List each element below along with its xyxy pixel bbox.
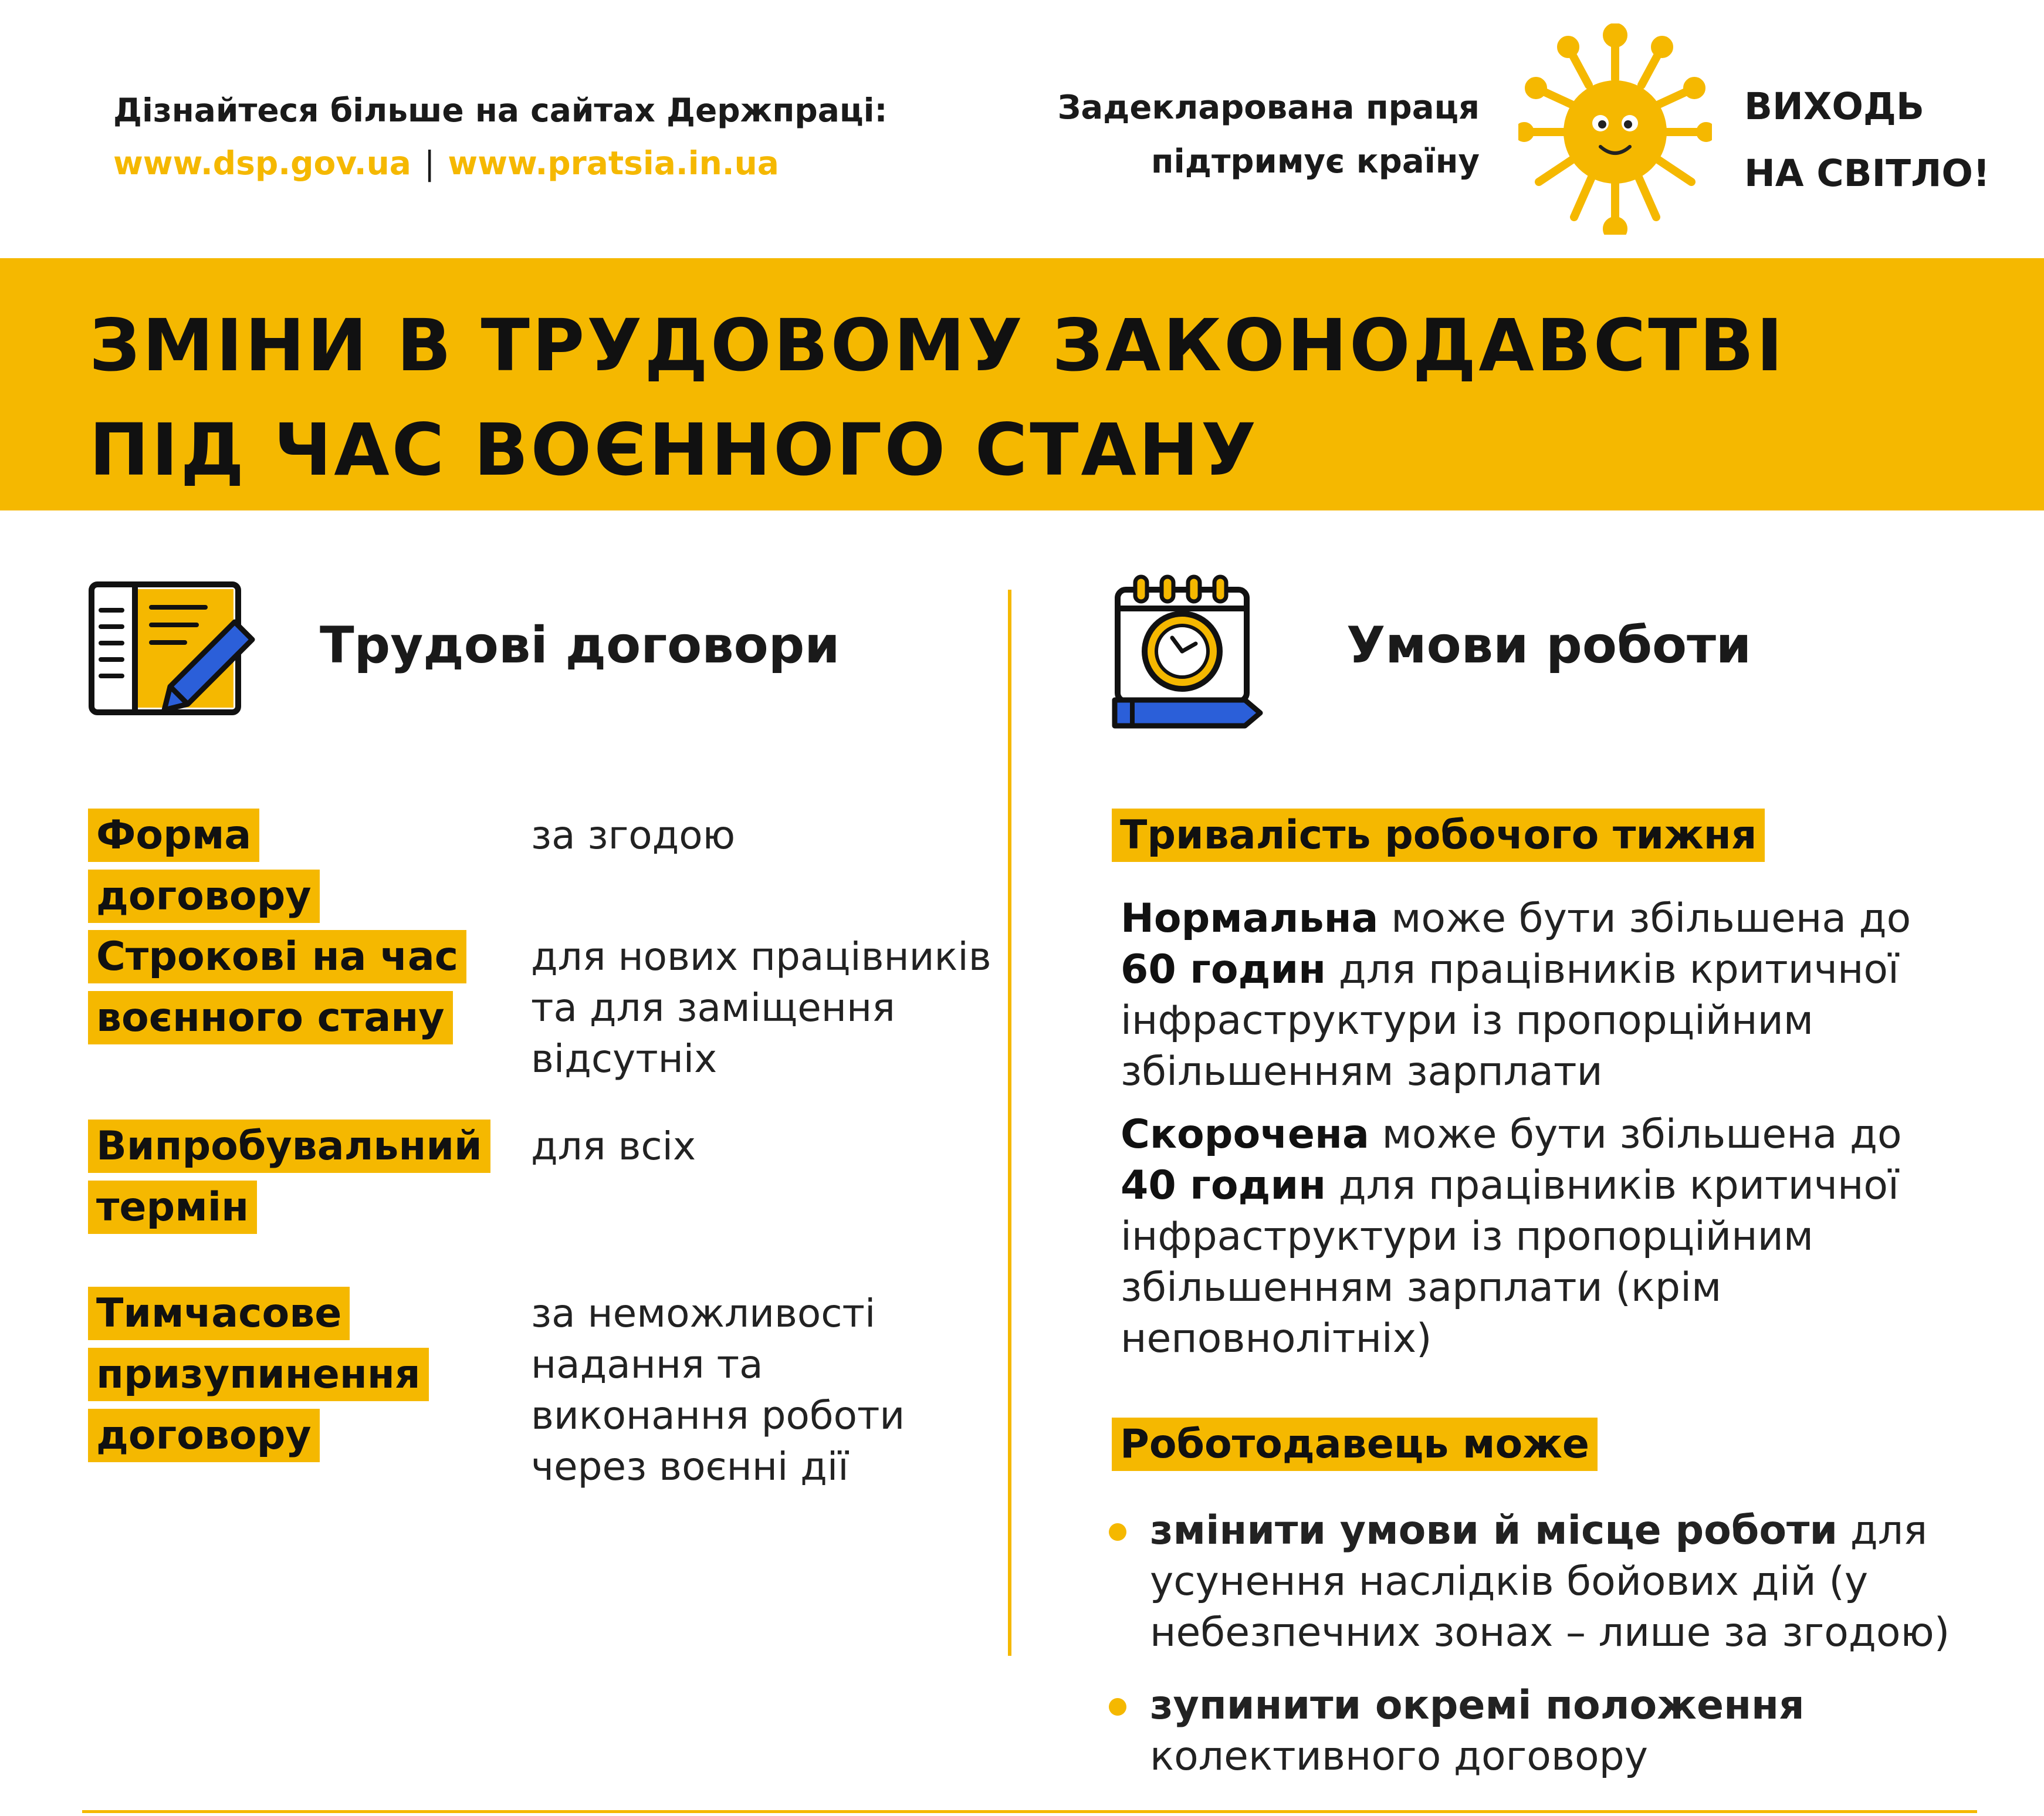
calendar-clock-icon <box>1109 572 1264 731</box>
employer-bullet: змінити умови й місце роботи для усунення наслідків бойових дій (у небезпечних зонах – лише за згодою) <box>1150 1507 1950 1656</box>
slogan-line-2: НА СВІТЛО! <box>1744 152 1990 195</box>
contract-row-value: для нових працівників та для заміщення відсутніх <box>531 934 991 1081</box>
link-separator: | <box>424 144 435 182</box>
bullet-dot-icon <box>1109 1698 1126 1716</box>
contract-row-tag: Строкові на час воєнного стану <box>88 931 463 1053</box>
normal-week-paragraph: Нормальна може бути збільшена до 60 годин для працівників критичної інфраструктури із пропорційним збільшенням зарплати <box>1121 895 1911 1095</box>
short-week-paragraph: Скорочена може бути збільшена до 40 годин для працівників критичної інфраструктури із пропорційним збільшенням зарплати (крім неповнолітніх) <box>1121 1111 1902 1362</box>
contract-row-value: за згодою <box>531 813 736 858</box>
contract-row-tag: Тимчасове призупинення договору <box>88 1288 440 1471</box>
tagline-line-1: Задекларована праця <box>1057 89 1480 127</box>
bullet-dot-icon <box>1109 1523 1126 1541</box>
header-learn-more <box>113 84 888 190</box>
slogan <box>1744 73 1990 207</box>
page-title <box>89 293 1785 502</box>
page-title-line-1: ЗМІНИ В ТРУДОВОМУ ЗАКОНОДАВСТВІ <box>89 304 1785 387</box>
site-link-dsp[interactable]: www.dsp.gov.ua <box>113 144 411 182</box>
page-title-line-2: ПІД ЧАС ВОЄННОГО СТАНУ <box>89 408 1259 492</box>
header-tagline <box>1058 81 1480 189</box>
site-link-pratsia[interactable]: www.pratsia.in.ua <box>448 144 779 182</box>
section-title-contracts: Трудові договори <box>320 616 840 675</box>
bottom-divider <box>82 1810 1977 1813</box>
column-divider <box>1008 590 1011 1656</box>
contract-row-value: для всіх <box>531 1124 696 1169</box>
sun-logo-icon <box>1518 23 1712 235</box>
employer-bullet: зупинити окремі положення колективного договору <box>1150 1682 1805 1780</box>
contract-row-tag: Випробувальний термін <box>88 1121 487 1243</box>
contract-document-icon <box>88 581 258 716</box>
tagline-line-2: підтримує країну <box>1150 143 1480 181</box>
section-title-conditions: Умови роботи <box>1346 616 1752 675</box>
learn-more-text: Дізнайтеся більше на сайтах Держпраці: <box>113 92 888 129</box>
slogan-line-1: ВИХОДЬ <box>1744 85 1925 128</box>
week-duration-tag: Тривалість робочого тижня <box>1112 810 1765 871</box>
contract-row-value: за неможливості надання та виконання роботи через воєнні дії <box>531 1291 905 1489</box>
contract-row-tag: Форма договору <box>88 810 487 932</box>
employer-can-tag: Роботодавець може <box>1112 1419 1598 1480</box>
